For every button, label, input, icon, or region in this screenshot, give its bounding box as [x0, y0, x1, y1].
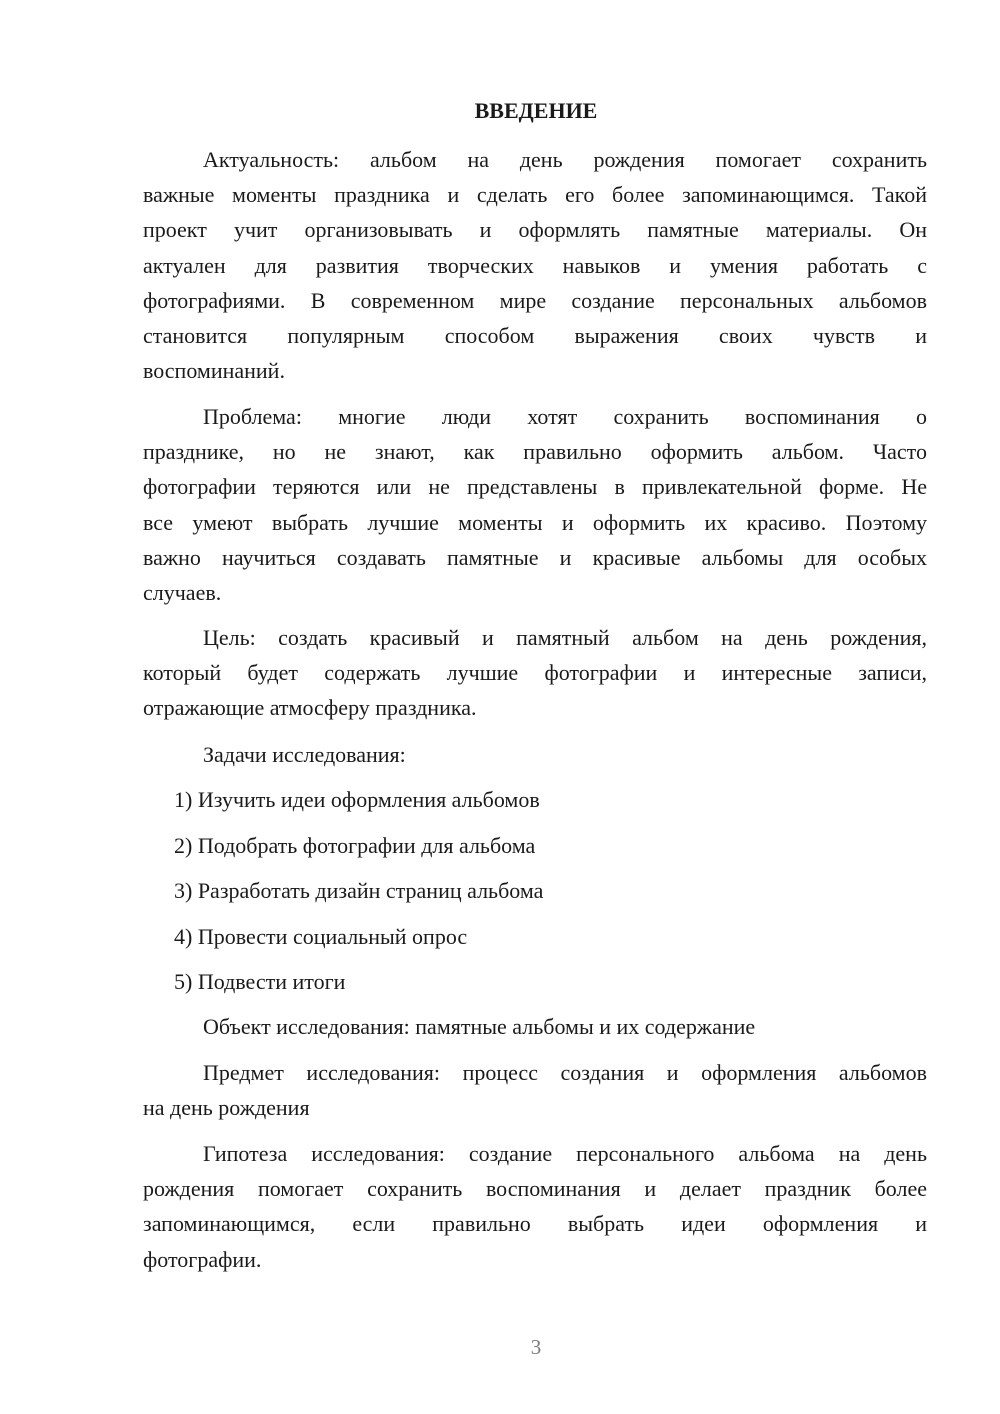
task-item — [143, 873, 927, 908]
text-line: 5) Подвести итоги — [174, 969, 346, 994]
text-line: Проблема: многие люди хотят сохранить воспоминания о — [203, 404, 927, 429]
text-line: Цель: создать красивый и памятный альбом на день рождения, — [203, 625, 927, 650]
text-line: Объект исследования: памятные альбомы и их содержание — [203, 1014, 756, 1039]
subject-paragraph — [143, 1055, 927, 1125]
text-line: 4) Провести социальный опрос — [174, 924, 468, 949]
text-line: воспоминаний. — [143, 358, 285, 384]
text-line: Предмет исследования: процесс создания и оформления альбомов — [203, 1060, 927, 1085]
text-line: проект учит организовывать и оформлять памятные материалы. Он — [143, 217, 927, 243]
text-line: фотографии. — [143, 1246, 262, 1272]
text-line: запоминающимся, если правильно выбрать идеи оформления и — [143, 1211, 927, 1237]
tasks-heading — [143, 737, 927, 772]
text-line: рождения помогает сохранить воспоминания и делает праздник более — [143, 1176, 927, 1202]
page-title: ВВЕДЕНИЕ — [474, 98, 598, 123]
text-line: Актуальность: альбом на день рождения помогает сохранить — [203, 147, 927, 172]
text-line: на день рождения — [143, 1095, 310, 1121]
relevance-paragraph — [143, 142, 927, 388]
problem-paragraph — [143, 399, 927, 610]
text-line: отражающие атмосферу праздника. — [143, 695, 477, 721]
text-line: важные моменты праздника и сделать его более запоминающимся. Такой — [143, 182, 927, 208]
task-item — [143, 919, 927, 954]
text-line: Задачи исследования: — [203, 742, 406, 767]
text-line: 3) Разработать дизайн страниц альбома — [174, 878, 544, 903]
text-line: все умеют выбрать лучшие моменты и оформить их красиво. Поэтому — [143, 509, 927, 535]
text-line: 2) Подобрать фотографии для альбома — [174, 833, 536, 858]
text-line: празднике, но не знают, как правильно оформить альбом. Часто — [143, 439, 927, 465]
object-paragraph — [143, 1009, 927, 1044]
text-line: Гипотеза исследования: создание персонального альбома на день — [203, 1141, 927, 1166]
text-line: 1) Изучить идеи оформления альбомов — [174, 787, 540, 812]
text-line: актуален для развития творческих навыков и умения работать с — [143, 252, 927, 278]
text-line: становится популярным способом выражения своих чувств и — [143, 322, 927, 348]
hypothesis-paragraph — [143, 1136, 927, 1277]
task-item — [143, 964, 927, 999]
text-line: важно научиться создавать памятные и красивые альбомы для особых — [143, 544, 927, 570]
text-line: фотографии теряются или не представлены в привлекательной форме. Не — [143, 474, 927, 500]
goal-paragraph — [143, 620, 927, 726]
text-line: который будет содержать лучшие фотографии и интересные записи, — [143, 660, 927, 686]
task-item — [143, 782, 927, 817]
task-item — [143, 828, 927, 863]
text-line: фотографиями. В современном мире создание персональных альбомов — [143, 287, 927, 313]
text-line: случаев. — [143, 579, 222, 605]
page-number: 3 — [530, 1335, 542, 1359]
